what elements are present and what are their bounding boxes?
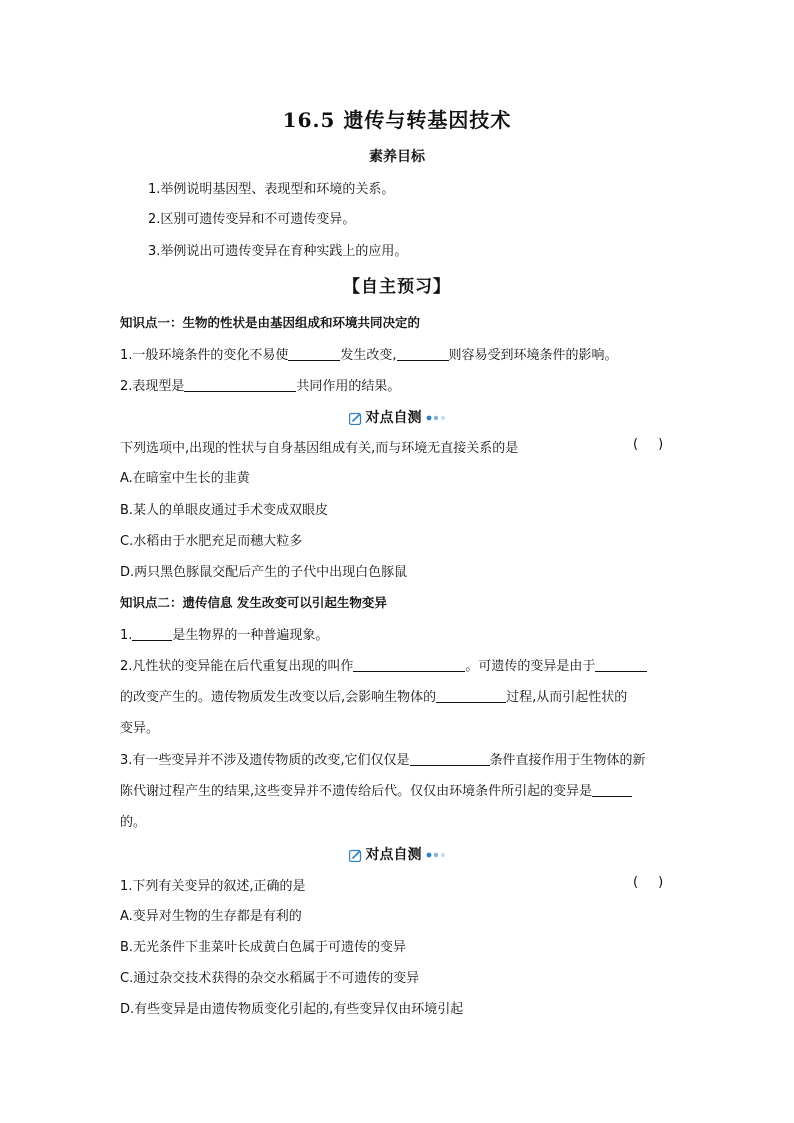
dots-decoration-icon (426, 852, 446, 858)
option-item[interactable]: B.某人的单眼皮通过手术变成双眼皮 (120, 503, 329, 518)
text: 发生改变, (340, 348, 397, 363)
text: 1.一般环境条件的变化不易使 (120, 348, 289, 363)
answer-blank[interactable] (410, 752, 490, 766)
text: 条件直接作用于生物体的新 (489, 753, 646, 768)
text: 陈代谢过程产生的结果,这些变异并不遗传给后代。仅仅由环境条件所引起的变异是 (120, 784, 593, 799)
knowledge-point-1-heading: 知识点一：生物的性状是由基因组成和环境共同决定的 (120, 315, 421, 330)
text: 3.有一些变异并不涉及遗传物质的改变,它们仅仅是 (120, 753, 410, 768)
subtitle: 素养目标 (369, 149, 425, 165)
page-title: 16.5 遗传与转基因技术 (282, 108, 512, 132)
option-item[interactable]: B.无光条件下韭菜叶长成黄白色属于可遗传的变异 (120, 940, 407, 955)
answer-blank[interactable] (595, 658, 647, 672)
answer-blank[interactable] (132, 627, 172, 641)
self-test-label: 对点自测 (365, 847, 422, 863)
option-item[interactable]: C.水稻由于水肥充足而穗大粒多 (120, 534, 303, 549)
text: 2.凡性状的变异能在后代重复出现的叫作 (120, 659, 354, 674)
self-test-label: 对点自测 (365, 410, 422, 426)
dots-decoration-icon (426, 415, 446, 421)
kp2-question-2-line-3: 变异。 (120, 721, 160, 736)
answer-parenthesis[interactable]: () (633, 875, 684, 890)
kp2-question-1 (120, 624, 328, 643)
text: 则容易受到环境条件的影响。 (448, 348, 618, 363)
answer-blank[interactable] (592, 783, 632, 797)
self-test-heading (0, 407, 794, 427)
test1-question: 下列选项中,出现的性状与自身基因组成有关,而与环境无直接关系的是 (120, 441, 519, 456)
answer-blank[interactable] (288, 347, 340, 361)
goal-item: 2.区别可遗传变异和不可遗传变异。 (148, 212, 356, 227)
kp2-question-2-line-1 (120, 655, 647, 674)
text: 共同作用的结果。 (296, 379, 401, 394)
test2-question: 1.下列有关变异的叙述,正确的是 (120, 879, 306, 894)
option-item[interactable]: D.有些变异是由遗传物质变化引起的,有些变异仅由环境引起 (120, 1002, 464, 1017)
kp2-question-2-line-2 (120, 686, 627, 705)
kp1-question-2 (120, 375, 400, 394)
answer-blank[interactable] (353, 658, 465, 672)
kp1-question-1 (120, 344, 618, 363)
text: 的改变产生的。遗传物质发生改变以后,会影响生物体的 (120, 690, 437, 705)
option-item[interactable]: C.通过杂交技术获得的杂交水稻属于不可遗传的变异 (120, 971, 420, 986)
goal-item: 3.举例说出可遗传变异在育种实践上的应用。 (148, 244, 408, 259)
section-heading: 【自主预习】 (343, 277, 451, 297)
self-test-heading (0, 844, 794, 864)
text: 2.表现型是 (120, 379, 185, 394)
kp2-question-3-line-2 (120, 780, 632, 799)
answer-blank[interactable] (184, 378, 296, 392)
goal-item: 1.举例说明基因型、表现型和环境的关系。 (148, 182, 395, 197)
pencil-note-icon (349, 849, 362, 862)
option-item[interactable]: A.变异对生物的生存都是有利的 (120, 909, 302, 924)
text: 。可遗传的变异是由于 (465, 659, 596, 674)
kp2-question-3-line-3: 的。 (120, 815, 147, 830)
option-item[interactable]: D.两只黑色豚鼠交配后产生的子代中出现白色豚鼠 (120, 565, 408, 580)
answer-parenthesis[interactable]: () (633, 437, 684, 452)
kp2-question-3-line-1 (120, 749, 646, 768)
text: 过程,从而引起性状的 (506, 690, 628, 705)
text: 1. (120, 628, 133, 643)
knowledge-point-2-heading: 知识点二：遗传信息 发生改变可以引起生物变异 (120, 595, 387, 610)
answer-blank[interactable] (436, 689, 506, 703)
text: 是生物界的一种普遍现象。 (172, 628, 329, 643)
option-item[interactable]: A.在暗室中生长的韭黄 (120, 471, 250, 486)
answer-blank[interactable] (397, 347, 449, 361)
pencil-note-icon (349, 412, 362, 425)
